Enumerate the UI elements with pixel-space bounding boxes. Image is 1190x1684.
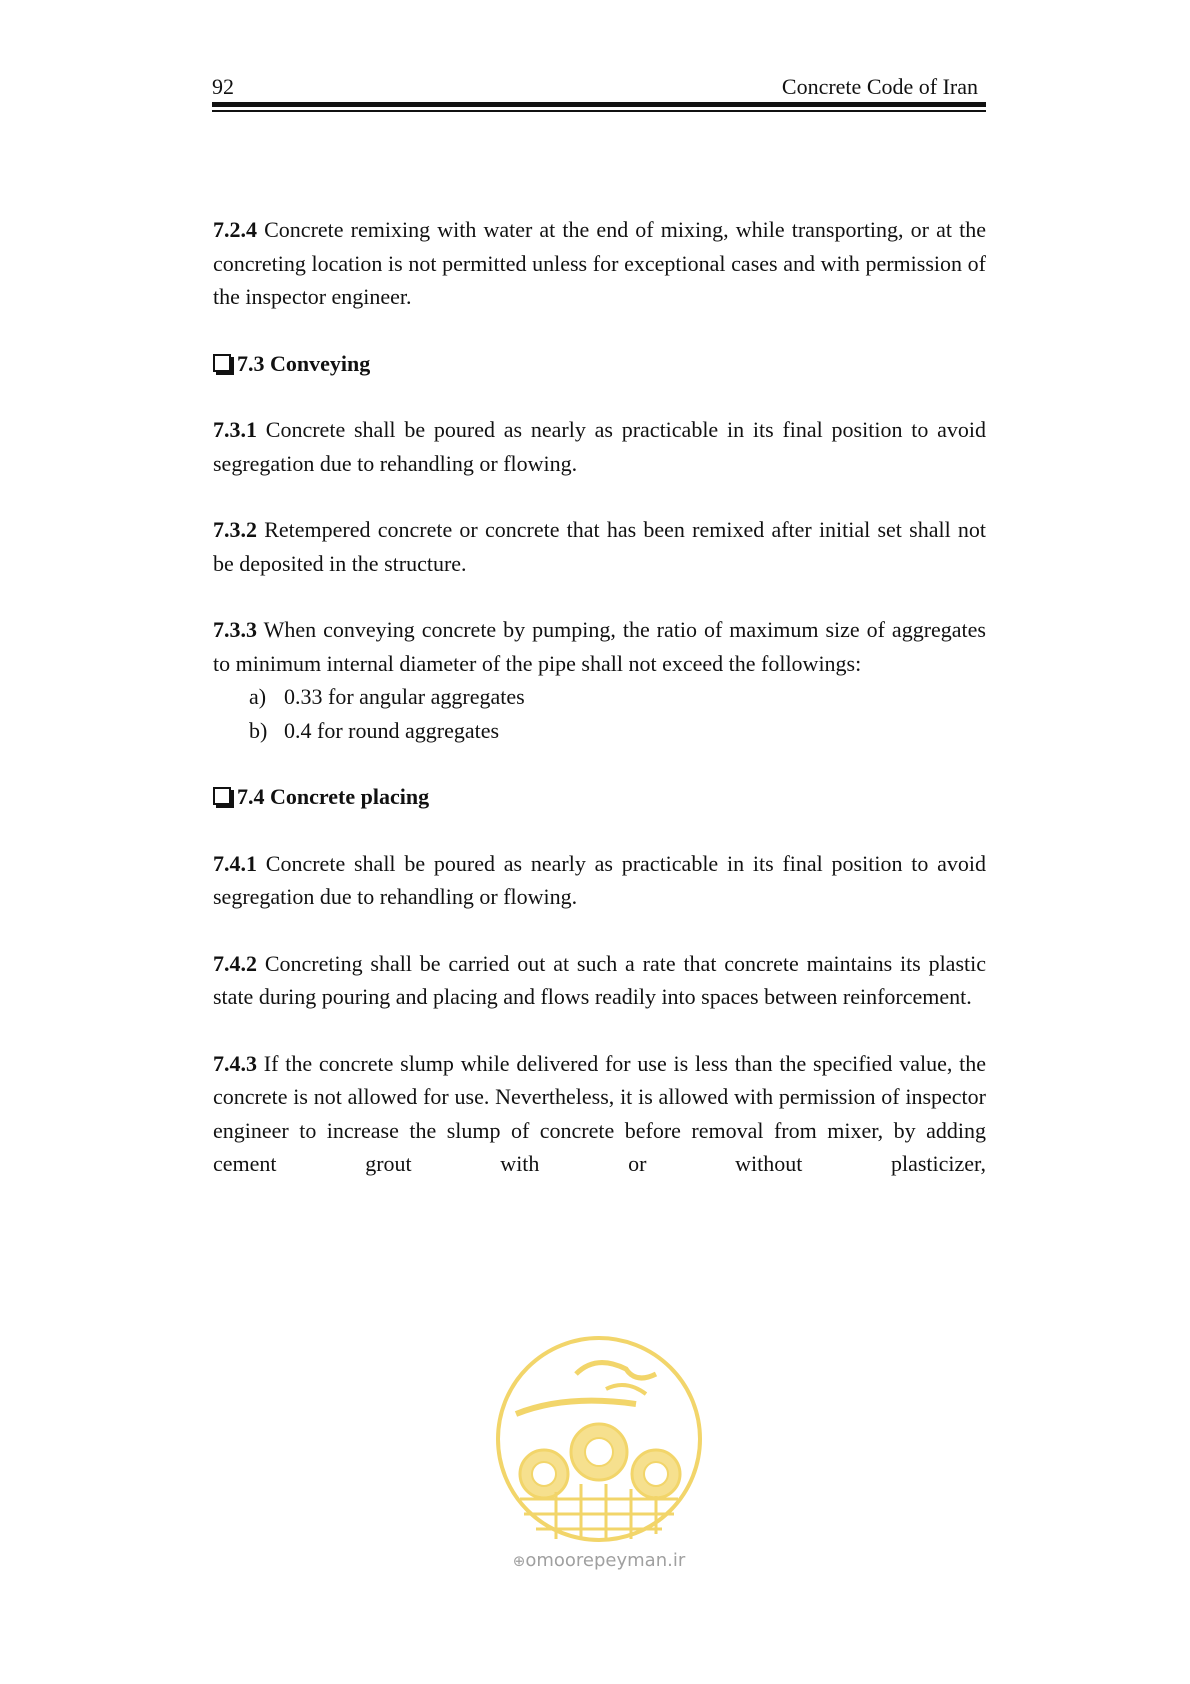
clause-text: Concreting shall be carried out at such a rate that concrete maintains its plastic state during pouring and placing and flows readily into spaces between reinforcement. — [213, 950, 986, 1009]
checkbox-bullet-icon — [213, 354, 231, 372]
clause-7-3-1 — [213, 413, 986, 480]
section-heading-7-4 — [213, 780, 986, 814]
clause-number: 7.4.3 — [213, 1050, 257, 1076]
clause-text: Retempered concrete or concrete that has been remixed after initial set shall not be deposited in the structure. — [213, 517, 987, 576]
page-number: 92 — [212, 74, 234, 99]
clause-number: 7.2.4 — [213, 217, 257, 242]
running-title: Concrete Code of Iran — [781, 74, 978, 99]
list-marker: a) — [249, 684, 267, 709]
clause-text: Concrete shall be poured as nearly as practicable in its final position to avoid segregation due to rehandling or flowing. — [213, 417, 987, 476]
clause-7-4-3 — [213, 1047, 986, 1181]
clause-number: 7.4.1 — [213, 850, 257, 876]
list-marker: b) — [249, 717, 268, 743]
ratio-list — [213, 680, 986, 747]
clause-text: Concrete remixing with water at the end of mixing, while transporting, or at the concreting location is not permitted unless for exceptional cases and with permission of the inspector engineer. — [213, 217, 986, 309]
watermark-site: omoorepeyman.ir — [525, 1550, 686, 1571]
globe-icon: ⊕ — [512, 1552, 526, 1570]
list-item — [213, 680, 986, 714]
section-heading-7-3 — [213, 347, 986, 381]
watermark-site-text — [486, 1550, 712, 1571]
clause-7-3-3 — [213, 613, 986, 680]
clause-text: When conveying concrete by pumping, the ratio of maximum size of aggregates to minimum internal diameter of the pipe shall not exceed the followings: — [213, 617, 986, 676]
list-item-text: 0.4 for round aggregates — [284, 717, 500, 743]
watermark-logo-icon — [486, 1334, 712, 1544]
header-rule-thick — [212, 102, 986, 107]
watermark — [486, 1334, 712, 1571]
clause-7-3-2 — [213, 513, 986, 580]
document-body — [213, 213, 986, 1214]
clause-7-4-2 — [213, 947, 986, 1014]
clause-number: 7.3.3 — [213, 617, 257, 642]
clause-number: 7.4.2 — [213, 950, 257, 976]
header-rule-thin — [212, 110, 986, 112]
clause-7-2-4 — [213, 213, 986, 314]
section-title: 7.3 Conveying — [237, 350, 371, 376]
page-header — [212, 66, 986, 106]
clause-text: If the concrete slump while delivered for use is less than the specified value, the concrete is not allowed for use. Nevertheless, it is allowed with permission of inspector engineer to increase the slump of concrete before removal from mixer, by adding cement grout with or without plasticizer, — [213, 1050, 986, 1176]
clause-number: 7.3.1 — [213, 417, 257, 442]
clause-number: 7.3.2 — [213, 517, 257, 542]
clause-7-4-1 — [213, 847, 986, 914]
section-title: 7.4 Concrete placing — [237, 784, 430, 809]
checkbox-bullet-icon — [213, 787, 231, 805]
list-item-text: 0.33 for angular aggregates — [284, 684, 525, 709]
list-item — [213, 714, 986, 748]
clause-text: Concrete shall be poured as nearly as practicable in its final position to avoid segregation due to rehandling or flowing. — [213, 850, 987, 909]
